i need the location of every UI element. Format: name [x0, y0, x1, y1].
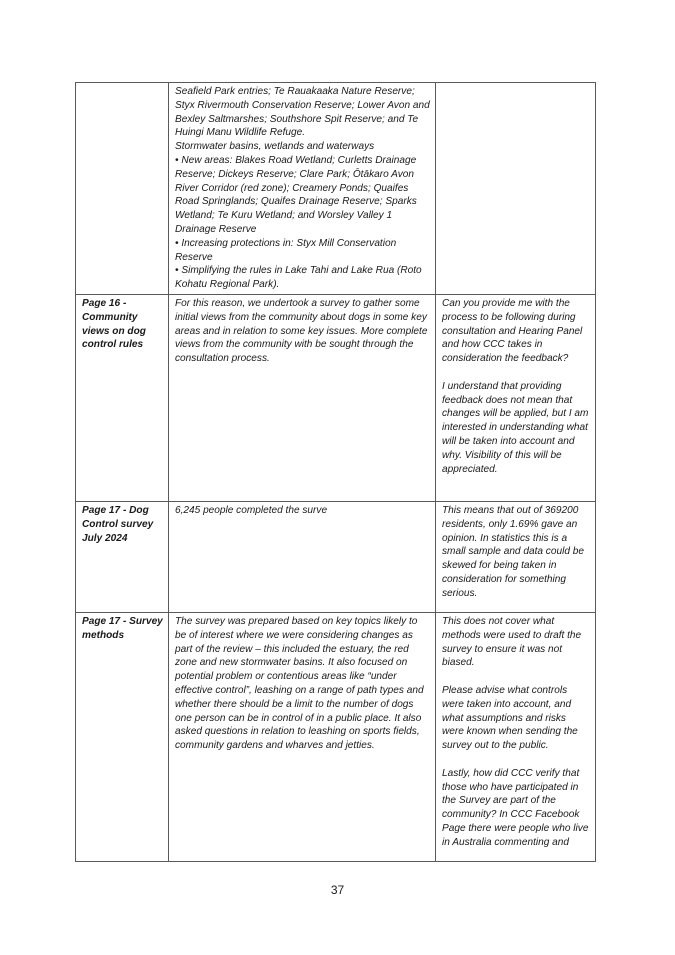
table-row: [76, 83, 596, 295]
quote-paragraph: Stormwater basins, wetlands and waterways: [175, 141, 375, 153]
page-number: 37: [330, 883, 345, 897]
comment-cell: [436, 501, 596, 612]
comment-paragraph: I understand that providing feedback does not mean that changes will be applied, but I am interested in understanding what will be taken into account and why. Visibility of this will be appreciated.: [442, 380, 589, 475]
quote-cell: [169, 501, 436, 612]
quote-cell: [169, 294, 436, 501]
quote-cell: [169, 612, 436, 861]
comment-paragraph: Please advise what controls were taken into account, and what assumptions and risks were known when sending the survey out to the public.: [442, 684, 578, 752]
comment-cell: [436, 612, 596, 861]
quote-paragraph: • Increasing protections in: Styx Mill Conservation Reserve: [175, 237, 397, 263]
quote-paragraph: Seafield Park entries; Te Rauakaaka Nature Reserve; Styx Rivermouth Conservation Reserve; Lower Avon and Bexley Saltmarshes; Southshore Spit Reserve; and Te Huingi Manu Wildlife Refuge.: [175, 86, 430, 139]
comment-paragraph: Can you provide me with the process to be following during consultation and Hearing Panel and how CCC takes in consideration the feedback?: [442, 297, 583, 365]
quote-cell: [169, 83, 436, 295]
comment-cell: [436, 83, 596, 295]
section-cell: Page 17 - Survey methods: [76, 612, 169, 861]
comment-paragraph: This means that out of 369200 residents, only 1.69% gave an opinion. In statistics this is a small sample and data could be skewed for being taken in consideration for something serious.: [442, 504, 584, 599]
comment-cell: [436, 294, 596, 501]
quote-paragraph: The survey was prepared based on key topics likely to be of interest where we were considering changes as part of the review – this included the estuary, the red zone and new stormwater basins. It also focused on potential problem or contentious areas like “under effective control”, leashing on a range of path types and whether there should be a limit to the number of dogs one person can be in control of in a public place. It also asked questions in relation to leashing on sports fields, community gardens and wharves and jetties.: [175, 615, 424, 752]
quote-paragraph: For this reason, we undertook a survey to gather some initial views from the community about dogs in some key areas and in relation to some key issues. More complete views from the community with be sought through the consultation process.: [175, 297, 428, 365]
quote-paragraph: • New areas: Blakes Road Wetland; Curletts Drainage Reserve; Dickeys Reserve; Clare Park; Ōtākaro Avon River Corridor (red zone); Creamery Ponds; Quaifes Road Springlands; Quaifes Drainage Reserve; Sparks Wetland; Te Kuru Wetland; and Worsley Valley 1 Drainage Reserve: [175, 154, 417, 235]
section-cell: [76, 83, 169, 295]
comment-paragraph: This does not cover what methods were used to draft the survey to ensure it was not biased.: [442, 615, 582, 669]
section-cell: Page 17 - Dog Control survey July 2024: [76, 501, 169, 612]
table-row: [76, 501, 596, 612]
feedback-table: [75, 82, 596, 862]
quote-paragraph: • Simplifying the rules in Lake Tahi and Lake Rua (Roto Kohatu Regional Park).: [175, 265, 422, 291]
section-cell: Page 16 - Community views on dog control rules: [76, 294, 169, 501]
quote-paragraph: 6,245 people completed the surve: [175, 504, 328, 516]
comment-paragraph: Lastly, how did CCC verify that those who have participated in the Survey are part of the community? In CCC Facebook Page there were people who live in Australia commenting and: [442, 767, 589, 848]
table-row: [76, 612, 596, 861]
table-row: [76, 294, 596, 501]
